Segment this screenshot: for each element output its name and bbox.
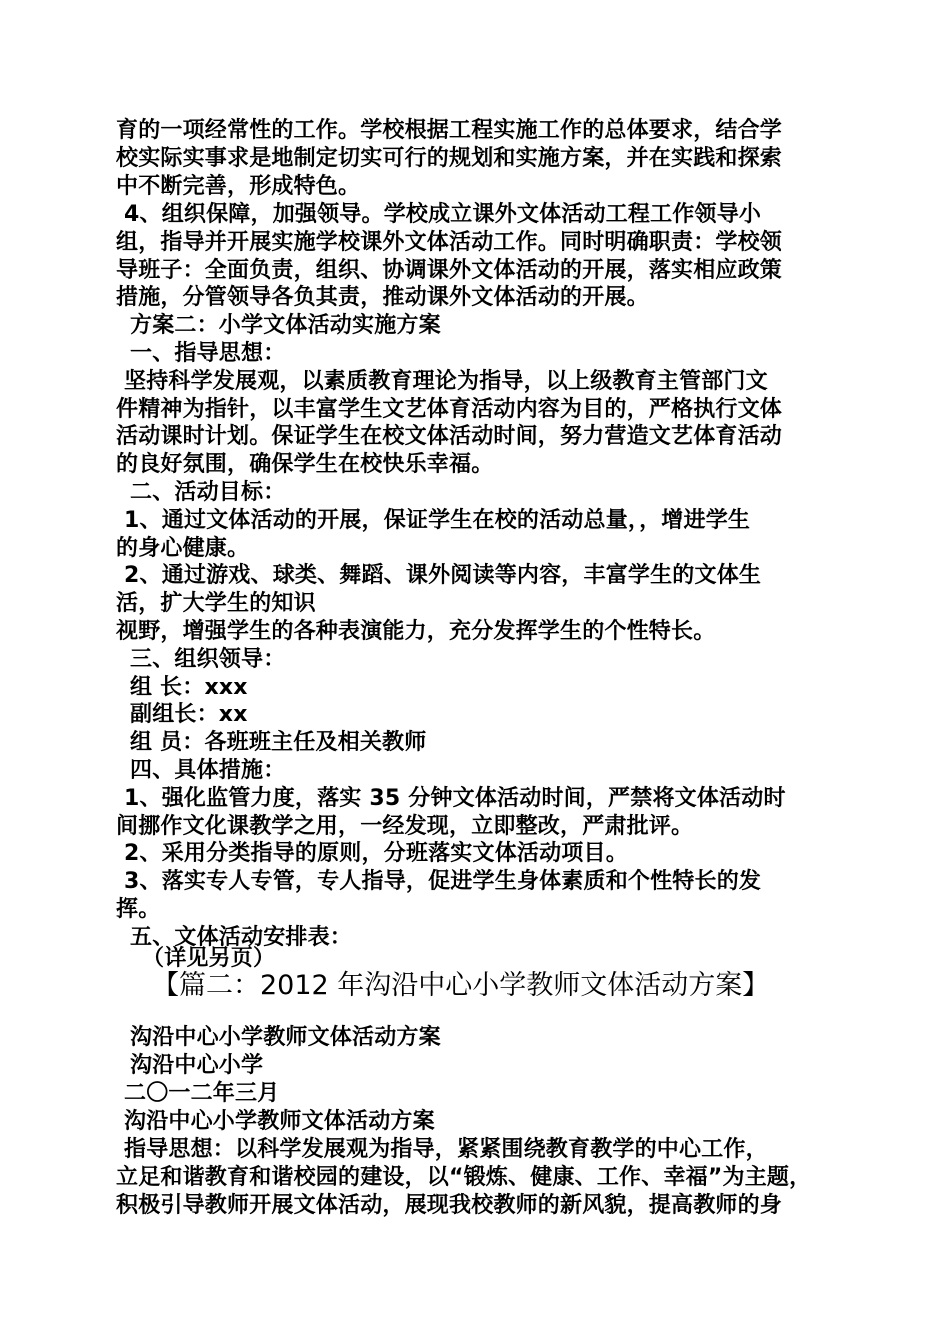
text-line: 副组长：xx: [130, 702, 248, 727]
text-line: 二〇一二年三月: [124, 1081, 280, 1106]
text-line: 3、落实专人专管，专人指导，促进学生身体素质和个性特长的发: [124, 869, 762, 894]
subsection-title: 五、文体活动安排表：: [130, 925, 353, 950]
section-title: 方案二：小学文体活动实施方案: [130, 313, 441, 338]
text-line: 活，扩大学生的知识: [116, 591, 316, 616]
text-line: 中不断完善，形成特色。: [116, 174, 361, 199]
text-line: 组 员：各班班主任及相关教师: [130, 730, 427, 755]
section-heading: 【篇二：2012 年沟沿中心小学教师文体活动方案】: [152, 970, 770, 1001]
text-line: 坚持科学发展观，以素质教育理论为指导，以上级教育主管部门文: [124, 369, 768, 394]
subsection-title: 二、活动目标：: [130, 480, 286, 505]
text-line: 1、强化监管力度，落实 35 分钟文体活动时间，严禁将文体活动时: [124, 786, 786, 811]
text-line: 育的一项经常性的工作。学校根据工程实施工作的总体要求，结合学: [116, 118, 783, 143]
text-line: 校实际实事求是地制定切实可行的规划和实施方案，并在实践和探索: [116, 146, 783, 171]
text-line: 导班子：全面负责，组织、协调课外文体活动的开展，落实相应政策: [116, 258, 783, 283]
text-line: 挥。: [116, 897, 161, 922]
text-line: 2、采用分类指导的原则，分班落实文体活动项目。: [124, 841, 628, 866]
text-line: 2、通过游戏、球类、舞蹈、课外阅读等内容，丰富学生的文体生: [124, 563, 762, 588]
text-line: 沟沿中心小学教师文体活动方案: [130, 1025, 441, 1050]
text-line: 间挪作文化课教学之用，一经发现，立即整改，严肃批评。: [116, 814, 694, 839]
text-line: 活动课时计划。保证学生在校文体活动时间，努力营造文艺体育活动: [116, 424, 783, 449]
text-line: 件精神为指针，以丰富学生文艺体育活动内容为目的，严格执行文体: [116, 397, 783, 422]
text-line: 组，指导并开展实施学校课外文体活动工作。同时明确职责：学校领: [116, 230, 783, 255]
text-line: 沟沿中心小学教师文体活动方案: [124, 1109, 435, 1134]
text-line: 组 长：xxx: [130, 675, 248, 700]
subsection-title: 一、指导思想：: [130, 341, 286, 366]
text-line: 1、通过文体活动的开展，保证学生在校的活动总量，，增进学生: [124, 508, 751, 533]
subsection-title: 四、具体措施：: [130, 758, 286, 783]
text-line: 积极引导教师开展文体活动，展现我校教师的新风貌，提高教师的身: [116, 1193, 783, 1218]
text-line: 立足和谐教育和谐校园的建设，以“锻炼、健康、工作、幸福”为主题，: [116, 1165, 812, 1190]
subsection-title: 三、组织领导：: [130, 647, 286, 672]
text-line: 沟沿中心小学: [130, 1053, 264, 1078]
text-line: 视野，增强学生的各种表演能力，充分发挥学生的个性特长。: [116, 619, 716, 644]
text-line: 4、组织保障，加强领导。学校成立课外文体活动工程工作领导小: [124, 202, 762, 227]
text-line: 措施，分管领导各负其责，推动课外文体活动的开展。: [116, 285, 649, 310]
text-line: （详见另页）: [142, 946, 276, 971]
text-line: 的良好氛围，确保学生在校快乐幸福。: [116, 452, 494, 477]
text-line: 指导思想：以科学发展观为指导，紧紧围绕教育教学的中心工作，: [124, 1137, 768, 1162]
text-line: 的身心健康。: [116, 536, 250, 561]
